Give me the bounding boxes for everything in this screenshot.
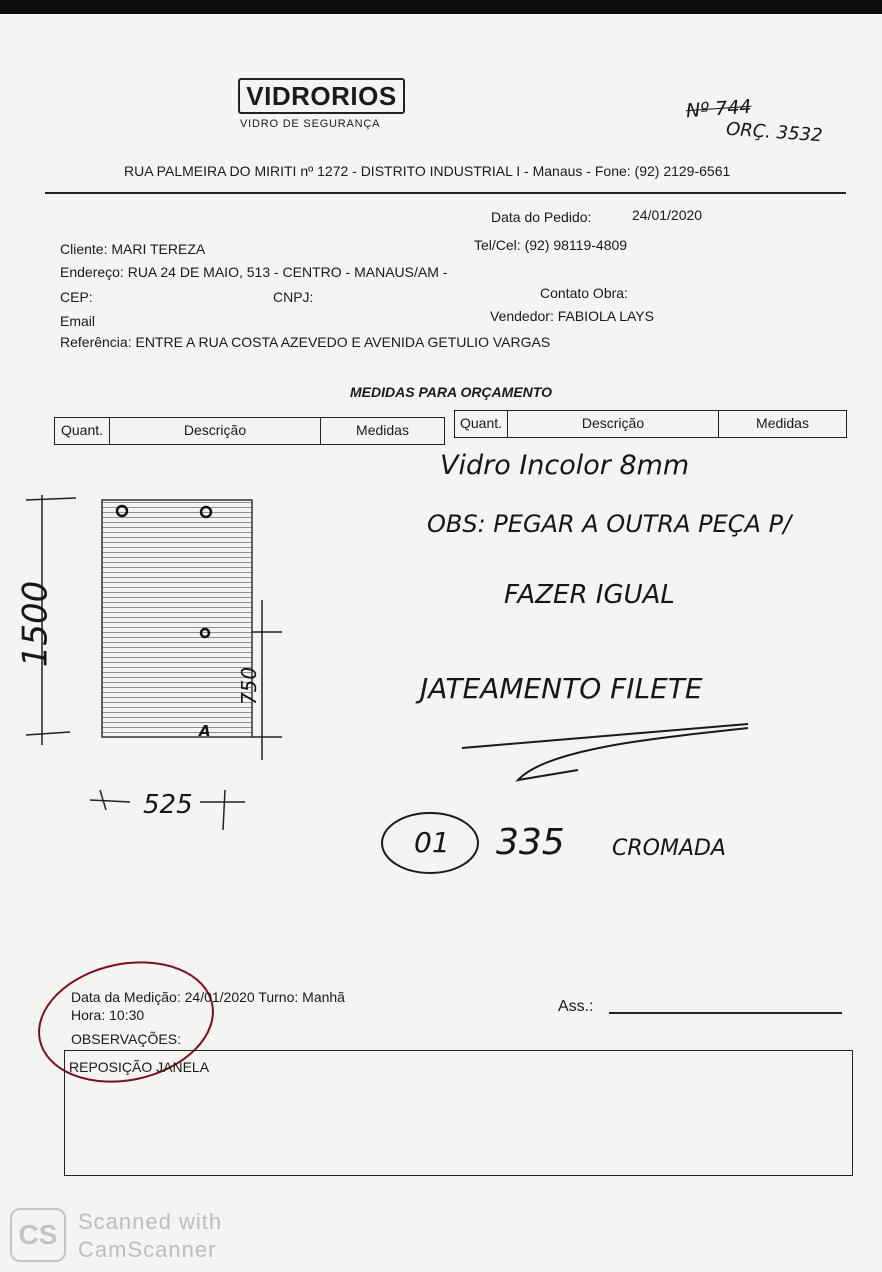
note-sandblast: JATEAMENTO FILETE: [420, 672, 703, 705]
note-obs: OBS: PEGAR A OUTRA PEÇA P/: [427, 510, 792, 538]
observations-label: OBSERVAÇÕES:: [71, 1031, 181, 1047]
glass-sketch: [20, 480, 320, 840]
order-date-value: 24/01/2020: [632, 207, 703, 223]
dimension-mid: 750: [237, 666, 262, 706]
company-address: RUA PALMEIRA DO MIRITI nº 1272 - DISTRITO INDUSTRIAL I - Manaus - Fone: (92) 2129-6561: [124, 163, 731, 179]
observations-value: REPOSIÇÃO JANELA: [69, 1059, 210, 1075]
dimension-height: 1500: [15, 580, 56, 668]
header-divider: [45, 192, 846, 194]
note-same: FAZER IGUAL: [504, 580, 675, 610]
handwritten-stroke: [458, 718, 778, 798]
client-cnpj: CNPJ:: [273, 289, 314, 305]
order-number-struck: Nº 744: [685, 95, 753, 123]
table-header-right: [454, 410, 847, 438]
measurement-time: Hora: 10:30: [71, 1007, 145, 1023]
order-date-label: Data do Pedido:: [491, 209, 592, 225]
client-phone: Tel/Cel: (92) 98119-4809: [474, 237, 628, 253]
measurement-date: Data da Medição: 24/01/2020 Turno: Manhã: [71, 989, 345, 1005]
note-finish: CROMADA: [612, 836, 726, 861]
note-qty: 01: [414, 826, 450, 859]
col-quant-2: Quant.: [455, 411, 508, 437]
glass-panel: [102, 500, 252, 737]
watermark-line1: Scanned with: [78, 1209, 223, 1234]
signature-line: [609, 1012, 842, 1014]
camscanner-logo: CS: [10, 1208, 66, 1262]
orc-number: ORÇ. 3532: [725, 118, 824, 147]
hole-letter: A: [199, 722, 211, 740]
note-code: 335: [496, 822, 565, 863]
client-email: Email: [60, 313, 96, 329]
seller-name: Vendedor: FABIOLA LAYS: [490, 308, 654, 324]
table-header-left: [54, 417, 445, 445]
col-descricao: Descrição: [110, 418, 321, 444]
work-contact: Contato Obra:: [540, 285, 628, 301]
company-tagline: VIDRO DE SEGURANÇA: [240, 118, 381, 130]
client-cep: CEP:: [60, 289, 93, 305]
client-reference: Referência: ENTRE A RUA COSTA AZEVEDO E AVENIDA GETULIO VARGAS: [60, 334, 551, 350]
section-title: MEDIDAS PARA ORÇAMENTO: [350, 384, 552, 400]
note-glass-type: Vidro Incolor 8mm: [440, 450, 690, 481]
client-name: Cliente: MARI TEREZA: [60, 241, 206, 257]
dimension-width: 525: [143, 790, 193, 820]
col-descricao-2: Descrição: [508, 411, 719, 437]
col-medidas-2: Medidas: [756, 415, 809, 431]
company-logo: VIDRORIOS: [238, 78, 405, 114]
client-address: Endereço: RUA 24 DE MAIO, 513 - CENTRO - MANAUS/AM -: [60, 264, 448, 280]
col-medidas: Medidas: [356, 422, 409, 438]
scan-top-edge: [0, 0, 882, 14]
col-quant: Quant.: [55, 418, 110, 444]
watermark-line2: CamScanner: [78, 1237, 217, 1262]
signature-label: Ass.:: [558, 998, 594, 1015]
camscanner-watermark: [78, 1208, 222, 1264]
